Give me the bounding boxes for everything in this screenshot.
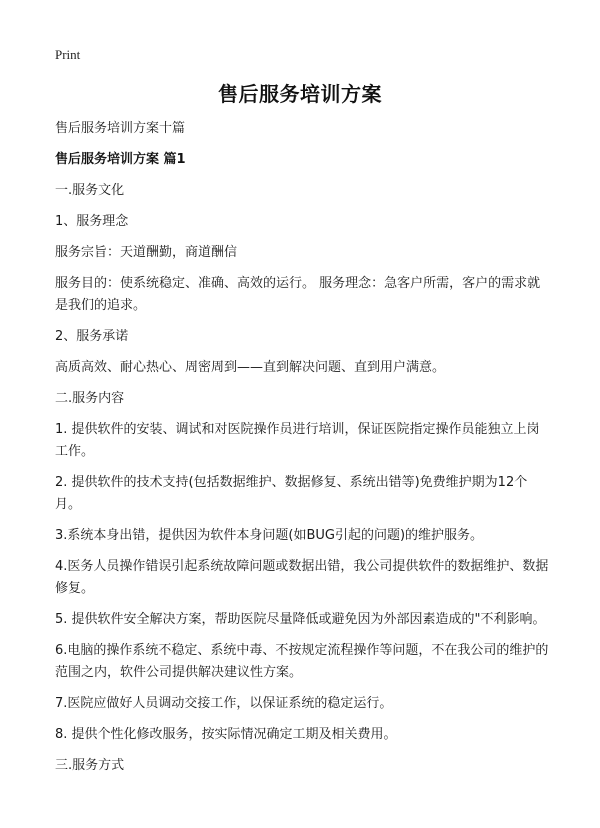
section-heading: 售后服务培训方案 篇1 — [55, 152, 186, 167]
paragraph-service-purpose-motto: 服务宗旨：天道酬勤，商道酬信 — [55, 245, 238, 260]
list-item-3: 3.系统本身出错，提供因为软件本身问题(如BUG引起的问题)的维护服务。 — [55, 528, 484, 543]
list-item-5: 5. 提供软件安全解决方案，帮助医院尽量降低或避免因为外部因素造成的"不利影响。 — [55, 612, 546, 627]
list-item-1: 1. 提供软件的安装、调试和对医院操作员进行培训，保证医院指定操作员能独立上岗工作。 — [55, 422, 540, 459]
print-label: Print — [55, 47, 81, 62]
list-item-7: 7.医院应做好人员调动交接工作，以保证系统的稳定运行。 — [55, 696, 393, 711]
list-item-6: 6.电脑的操作系统不稳定、系统中毒、不按规定流程操作等问题，不在我公司的维护的范围之内，软件公司提供解决建议性方案。 — [55, 643, 549, 680]
list-item-4: 4.医务人员操作错误引起系统故障问题或数据出错，我公司提供软件的数据维护、数据修复。 — [55, 559, 549, 596]
heading-service-commitment: 2、服务承诺 — [55, 329, 129, 344]
heading-service-concept: 1、服务理念 — [55, 214, 129, 229]
document-subtitle: 售后服务培训方案十篇 — [55, 121, 186, 136]
document-title: 售后服务培训方案 — [218, 82, 382, 106]
list-item-8: 8. 提供个性化修改服务，按实际情况确定工期及相关费用。 — [55, 727, 397, 742]
document-body — [55, 118, 550, 786]
paragraph-commitment: 高质高效、耐心热心、周密周到——直到解决问题、直到用户满意。 — [55, 360, 446, 375]
list-item-2: 2. 提供软件的技术支持(包括数据维护、数据修复、系统出错等)免费维护期为12个月。 — [55, 475, 528, 512]
heading-service-content: 二.服务内容 — [55, 391, 125, 406]
heading-service-culture: 一.服务文化 — [55, 183, 125, 198]
paragraph-service-goal: 服务目的：使系统稳定、准确、高效的运行。 服务理念：急客户所需，客户的需求就是我们的追求。 — [55, 276, 541, 313]
heading-service-method: 三.服务方式 — [55, 758, 125, 773]
